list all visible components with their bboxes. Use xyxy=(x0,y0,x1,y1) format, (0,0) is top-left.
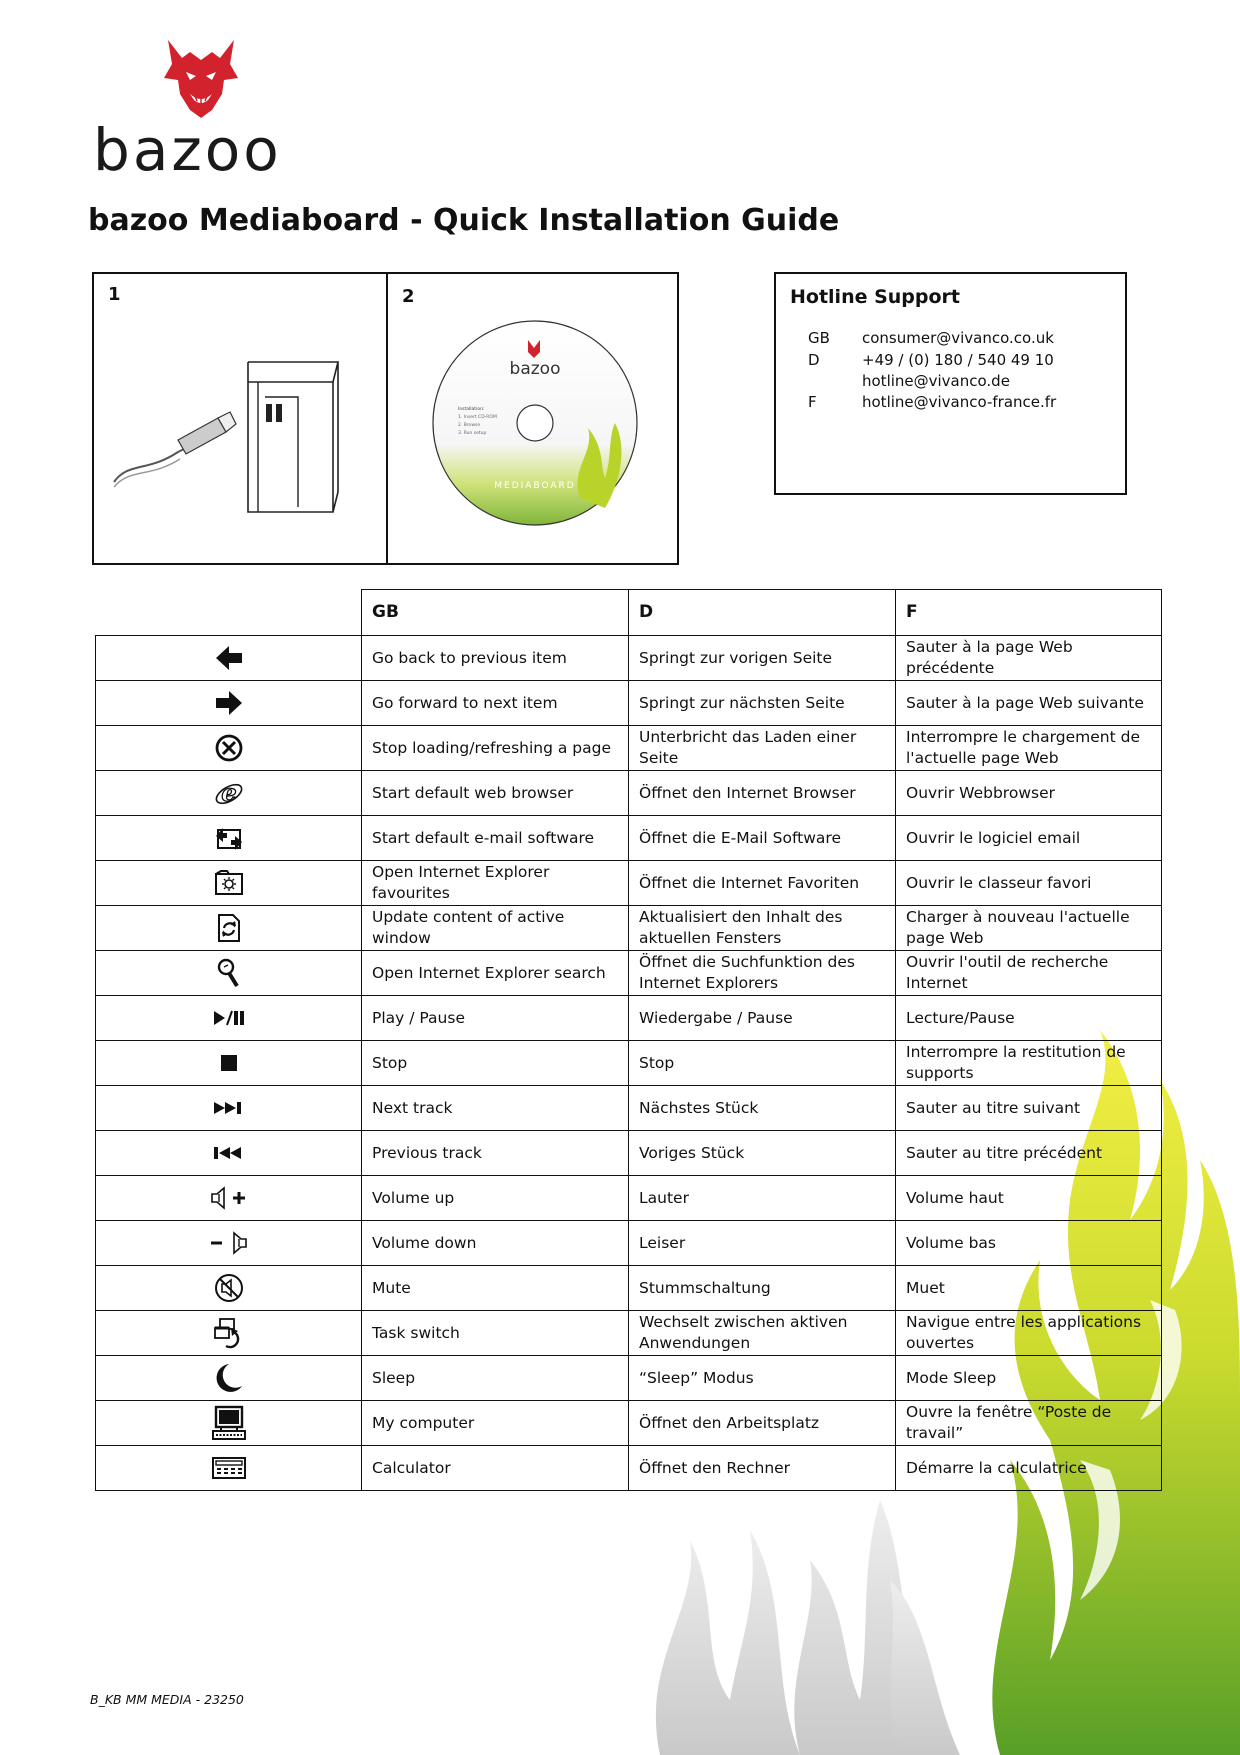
hotline-email-f[interactable]: hotline@vivanco-france.fr xyxy=(862,393,1057,411)
f-cell: Volume bas xyxy=(896,1221,1162,1266)
gb-cell: Task switch xyxy=(362,1311,629,1356)
f-cell: Sauter au titre suivant xyxy=(896,1086,1162,1131)
gb-cell: Start default web browser xyxy=(362,771,629,816)
gb-cell: Next track xyxy=(362,1086,629,1131)
table-row xyxy=(96,1131,1162,1176)
page-title: bazoo Mediaboard - Quick Installation Guide xyxy=(88,203,840,238)
f-cell: Ouvrir le classeur favori xyxy=(896,861,1162,906)
table-row xyxy=(96,1086,1162,1131)
d-cell: Öffnet den Internet Browser xyxy=(629,771,896,816)
previous-track-icon xyxy=(96,1131,362,1176)
hotline-country: D xyxy=(808,351,820,369)
calculator-icon xyxy=(96,1446,362,1491)
hotline-email-d[interactable]: hotline@vivanco.de xyxy=(862,372,1010,390)
d-cell: “Sleep” Modus xyxy=(629,1356,896,1401)
d-cell: Öffnet den Rechner xyxy=(629,1446,896,1491)
hotline-row xyxy=(808,393,1056,411)
table-row xyxy=(96,861,1162,906)
table-row xyxy=(96,816,1162,861)
f-cell: Volume haut xyxy=(896,1176,1162,1221)
gb-cell: My computer xyxy=(362,1401,629,1446)
play-pause-icon xyxy=(96,996,362,1041)
table-row xyxy=(96,996,1162,1041)
d-cell: Öffnet die Suchfunktion des Internet Explorers xyxy=(629,951,896,996)
d-cell: Wechselt zwischen aktiven Anwendungen xyxy=(629,1311,896,1356)
forward-arrow-icon xyxy=(96,681,362,726)
gb-cell: Go forward to next item xyxy=(362,681,629,726)
mute-icon xyxy=(96,1266,362,1311)
back-arrow-icon xyxy=(96,636,362,681)
f-cell: Ouvrir Webbrowser xyxy=(896,771,1162,816)
usb-connect-illustration xyxy=(108,322,378,552)
f-cell: Ouvre la fenêtre “Poste de travail” xyxy=(896,1401,1162,1446)
web-browser-icon xyxy=(96,771,362,816)
f-cell: Sauter au titre précédent xyxy=(896,1131,1162,1176)
d-cell: Stummschaltung xyxy=(629,1266,896,1311)
d-cell: Voriges Stück xyxy=(629,1131,896,1176)
d-cell: Nächstes Stück xyxy=(629,1086,896,1131)
stop-icon xyxy=(96,1041,362,1086)
table-row xyxy=(96,1446,1162,1491)
table-row xyxy=(96,1041,1162,1086)
f-cell: Sauter à la page Web précédente xyxy=(896,636,1162,681)
column-header-d: D xyxy=(629,590,896,636)
cd-note-2: 1. Insert CD-ROM xyxy=(458,415,497,420)
gb-cell: Play / Pause xyxy=(362,996,629,1041)
cd-label: MEDIABOARD xyxy=(494,481,576,491)
bazoo-logo xyxy=(88,38,333,184)
d-cell: Springt zur nächsten Seite xyxy=(629,681,896,726)
f-cell: Sauter à la page Web suivante xyxy=(896,681,1162,726)
hotline-email-gb[interactable]: consumer@vivanco.co.uk xyxy=(862,329,1054,347)
f-cell: Navigue entre les applications ouvertes xyxy=(896,1311,1162,1356)
f-cell: Démarre la calculatrice xyxy=(896,1446,1162,1491)
gb-cell: Open Internet Explorer search xyxy=(362,951,629,996)
hotline-country: GB xyxy=(808,329,830,347)
svg-text:e: e xyxy=(220,778,237,807)
table-row xyxy=(96,771,1162,816)
table-row xyxy=(96,906,1162,951)
table-row xyxy=(96,681,1162,726)
hotline-row xyxy=(808,351,1054,369)
next-track-icon xyxy=(96,1086,362,1131)
gb-cell: Mute xyxy=(362,1266,629,1311)
icon-column-header xyxy=(96,590,362,636)
cd-note-1: Installation: xyxy=(458,407,485,412)
step-2-number: 2 xyxy=(402,286,415,307)
d-cell: Springt zur vorigen Seite xyxy=(629,636,896,681)
my-computer-icon xyxy=(96,1401,362,1446)
hotline-support-box xyxy=(774,272,1127,495)
f-cell: Ouvrir l'outil de recherche Internet xyxy=(896,951,1162,996)
d-cell: Lauter xyxy=(629,1176,896,1221)
d-cell: Öffnet den Arbeitsplatz xyxy=(629,1401,896,1446)
gb-cell: Sleep xyxy=(362,1356,629,1401)
f-cell: Charger à nouveau l'actuelle page Web xyxy=(896,906,1162,951)
f-cell: Interrompre le chargement de l'actuelle page Web xyxy=(896,726,1162,771)
d-cell: Öffnet die Internet Favoriten xyxy=(629,861,896,906)
d-cell: Stop xyxy=(629,1041,896,1086)
d-cell: Wiedergabe / Pause xyxy=(629,996,896,1041)
cd-note-3: 2. Browse xyxy=(458,423,481,428)
refresh-icon xyxy=(96,906,362,951)
f-cell: Interrompre la restitution de supports xyxy=(896,1041,1162,1086)
table-row xyxy=(96,1221,1162,1266)
dragon-head-icon xyxy=(160,38,242,120)
table-row xyxy=(96,1356,1162,1401)
table-row xyxy=(96,1401,1162,1446)
volume-down-icon xyxy=(96,1221,362,1266)
cd-note-4: 3. Run setup xyxy=(458,431,487,436)
hotkey-table xyxy=(95,589,1162,1491)
table-row xyxy=(96,951,1162,996)
column-header-f: F xyxy=(896,590,1162,636)
favourites-icon xyxy=(96,861,362,906)
step-1-box xyxy=(92,272,388,565)
column-header-gb: GB xyxy=(362,590,629,636)
logo-wordmark: bazoo xyxy=(93,116,282,184)
gb-cell: Go back to previous item xyxy=(362,636,629,681)
f-cell: Lecture/Pause xyxy=(896,996,1162,1041)
document-code: B_KB MM MEDIA - 23250 xyxy=(90,1692,244,1707)
gb-cell: Open Internet Explorer favourites xyxy=(362,861,629,906)
gb-cell: Stop loading/refreshing a page xyxy=(362,726,629,771)
gb-cell: Volume down xyxy=(362,1221,629,1266)
table-row xyxy=(96,726,1162,771)
step-1-number: 1 xyxy=(108,284,121,305)
gb-cell: Calculator xyxy=(362,1446,629,1491)
search-icon xyxy=(96,951,362,996)
table-header-row xyxy=(96,590,1162,636)
gb-cell: Update content of active window xyxy=(362,906,629,951)
cd-rom-illustration xyxy=(430,318,640,528)
d-cell: Öffnet die E-Mail Software xyxy=(629,816,896,861)
hotline-country: F xyxy=(808,393,817,411)
table-row xyxy=(96,1311,1162,1356)
step-2-box xyxy=(386,272,679,565)
sleep-icon xyxy=(96,1356,362,1401)
table-row xyxy=(96,1266,1162,1311)
d-cell: Aktualisiert den Inhalt des aktuellen Fensters xyxy=(629,906,896,951)
gb-cell: Volume up xyxy=(362,1176,629,1221)
cd-brand: bazoo xyxy=(509,359,561,379)
d-cell: Unterbricht das Laden einer Seite xyxy=(629,726,896,771)
d-cell: Leiser xyxy=(629,1221,896,1266)
gb-cell: Stop xyxy=(362,1041,629,1086)
hotline-title: Hotline Support xyxy=(790,286,961,308)
hotline-row xyxy=(808,329,1054,347)
stop-loading-icon xyxy=(96,726,362,771)
table-row xyxy=(96,1176,1162,1221)
volume-up-icon xyxy=(96,1176,362,1221)
f-cell: Mode Sleep xyxy=(896,1356,1162,1401)
gb-cell: Previous track xyxy=(362,1131,629,1176)
gb-cell: Start default e-mail software xyxy=(362,816,629,861)
email-icon xyxy=(96,816,362,861)
hotline-row xyxy=(808,372,1010,390)
f-cell: Ouvrir le logiciel email xyxy=(896,816,1162,861)
f-cell: Muet xyxy=(896,1266,1162,1311)
task-switch-icon xyxy=(96,1311,362,1356)
table-row xyxy=(96,636,1162,681)
hotline-phone-d: +49 / (0) 180 / 540 49 10 xyxy=(862,351,1054,369)
